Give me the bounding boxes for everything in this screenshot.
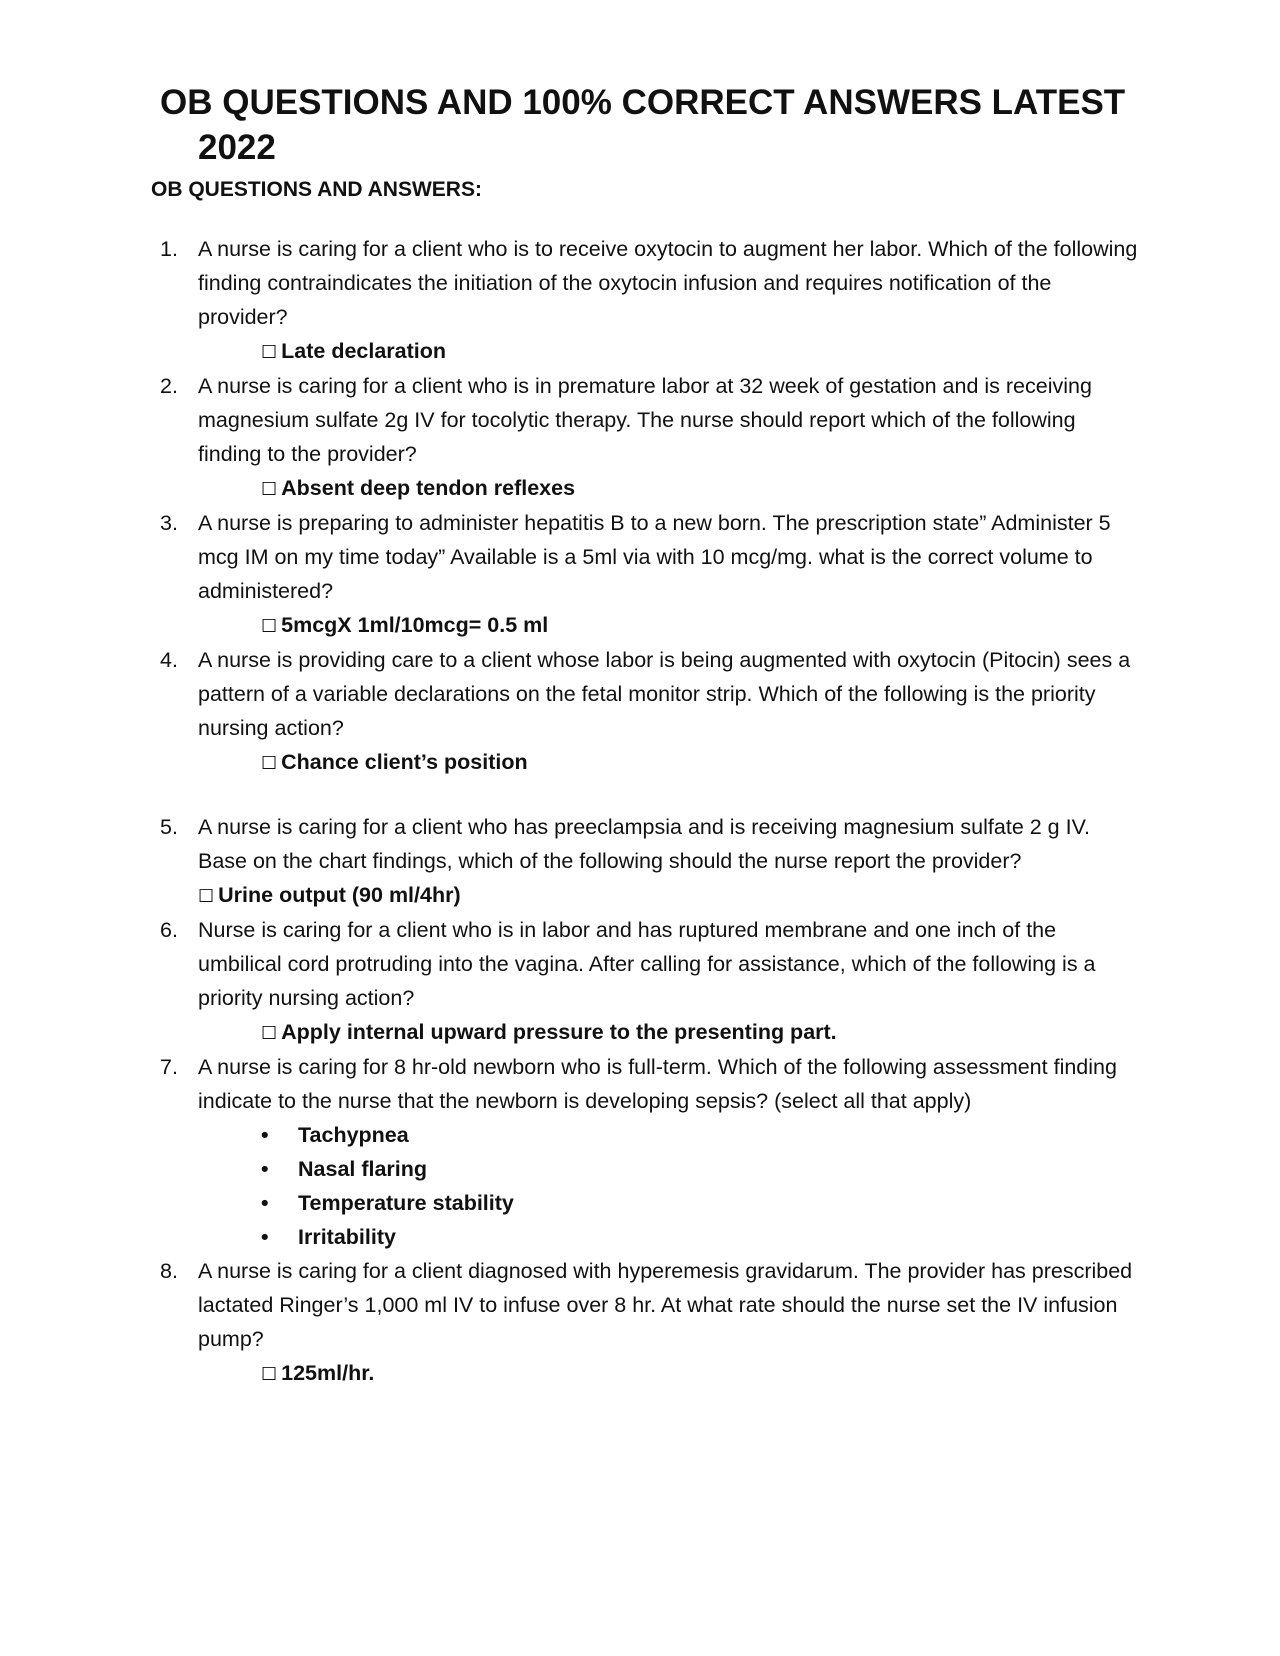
bullet-text: Irritability bbox=[298, 1225, 396, 1249]
section-heading: OB QUESTIONS AND ANSWERS: bbox=[151, 178, 482, 201]
question-number: 4. bbox=[160, 648, 178, 672]
bullet-item bbox=[198, 1118, 1140, 1152]
question-text: A nurse is providing care to a client whose labor is being augmented with oxytocin (Pitocin) sees a pattern of a variable declarations on the fetal monitor strip. Which of the following is the priority nursing action? bbox=[198, 648, 1131, 740]
question-text: A nurse is caring for a client who is in premature labor at 32 week of gestation and is receiving magnesium sulfate 2g IV for tocolytic therapy. The nurse should report which of the following finding to the provider? bbox=[198, 374, 1092, 466]
question-text: A nurse is caring for a client who has preeclampsia and is receiving magnesium sulfate 2 g IV. Base on the chart findings, which of the following should the nurse report the provider? bbox=[198, 815, 1090, 873]
checkbox-icon: ☐ bbox=[261, 753, 278, 773]
question-item bbox=[160, 1050, 1140, 1254]
bullet-icon: • bbox=[261, 1225, 269, 1249]
answer-text: Late declaration bbox=[281, 339, 447, 363]
answer-text: Chance client’s position bbox=[281, 750, 528, 774]
answer bbox=[198, 471, 1140, 506]
bullet-item bbox=[198, 1186, 1140, 1220]
answer-bullet-list bbox=[198, 1118, 1140, 1254]
checkbox-icon: ☐ bbox=[261, 1023, 278, 1043]
question-text: A nurse is caring for a client diagnosed with hyperemesis gravidarum. The provider has prescribed lactated Ringer’s 1,000 ml IV to infuse over 8 hr. At what rate should the nurse set the IV infusion pump? bbox=[198, 1259, 1133, 1351]
bullet-icon: • bbox=[261, 1191, 269, 1215]
question-item bbox=[160, 506, 1140, 643]
bullet-text: Tachypnea bbox=[298, 1123, 409, 1147]
answer bbox=[198, 1356, 1140, 1391]
page-title bbox=[160, 80, 1160, 170]
question-item bbox=[160, 369, 1140, 506]
question-text: A nurse is preparing to administer hepatitis B to a new born. The prescription state” Administer 5 mcg IM on my time today” Available is a 5ml via with 10 mcg/mg. what is the correct volume to administered? bbox=[198, 511, 1111, 603]
question-text: A nurse is caring for a client who is to receive oxytocin to augment her labor. Which of the following finding contraindicates the initiation of the oxytocin infusion and requires notification of the provider? bbox=[198, 237, 1138, 329]
answer bbox=[198, 745, 1140, 780]
answer bbox=[198, 334, 1140, 369]
answer bbox=[198, 608, 1140, 643]
bullet-icon: • bbox=[261, 1123, 269, 1147]
question-number: 6. bbox=[160, 918, 178, 942]
question-number: 5. bbox=[160, 815, 178, 839]
question-list bbox=[160, 232, 1140, 1391]
answer-text: Apply internal upward pressure to the presenting part. bbox=[281, 1020, 837, 1044]
checkbox-icon: ☐ bbox=[261, 479, 278, 499]
question-number: 2. bbox=[160, 374, 178, 398]
answer bbox=[198, 878, 1140, 913]
question-number: 1. bbox=[160, 237, 178, 261]
question-item bbox=[160, 913, 1140, 1050]
question-text: Nurse is caring for a client who is in labor and has ruptured membrane and one inch of the umbilical cord protruding into the vagina. After calling for assistance, which of the following is a priority nursing action? bbox=[198, 918, 1096, 1010]
spacer bbox=[198, 780, 1140, 810]
answer bbox=[198, 1015, 1140, 1050]
answer-text: 5mcgX 1ml/10mcg= 0.5 ml bbox=[281, 613, 549, 637]
question-number: 7. bbox=[160, 1055, 178, 1079]
bullet-text: Temperature stability bbox=[298, 1191, 514, 1215]
answer-text: Absent deep tendon reflexes bbox=[281, 476, 576, 500]
title-line-2: 2022 bbox=[198, 128, 276, 167]
checkbox-icon: ☐ bbox=[261, 342, 278, 362]
bullet-item bbox=[198, 1152, 1140, 1186]
question-item bbox=[160, 1254, 1140, 1391]
answer-text: 125ml/hr. bbox=[281, 1361, 375, 1385]
question-number: 3. bbox=[160, 511, 178, 535]
title-line-1: OB QUESTIONS AND 100% CORRECT ANSWERS LATEST bbox=[160, 83, 1126, 122]
question-text: A nurse is caring for 8 hr-old newborn who is full-term. Which of the following assessment finding indicate to the nurse that the newborn is developing sepsis? (select all that apply) bbox=[198, 1055, 1117, 1113]
bullet-icon: • bbox=[261, 1157, 269, 1181]
checkbox-icon: ☐ bbox=[261, 1364, 278, 1384]
checkbox-icon: ☐ bbox=[261, 616, 278, 636]
answer-text: Urine output (90 ml/4hr) bbox=[218, 883, 461, 907]
question-item bbox=[160, 810, 1140, 913]
bullet-text: Nasal flaring bbox=[298, 1157, 428, 1181]
question-number: 8. bbox=[160, 1259, 178, 1283]
question-item bbox=[160, 643, 1140, 810]
question-item bbox=[160, 232, 1140, 369]
bullet-item bbox=[198, 1220, 1140, 1254]
checkbox-icon: ☐ bbox=[198, 886, 215, 906]
